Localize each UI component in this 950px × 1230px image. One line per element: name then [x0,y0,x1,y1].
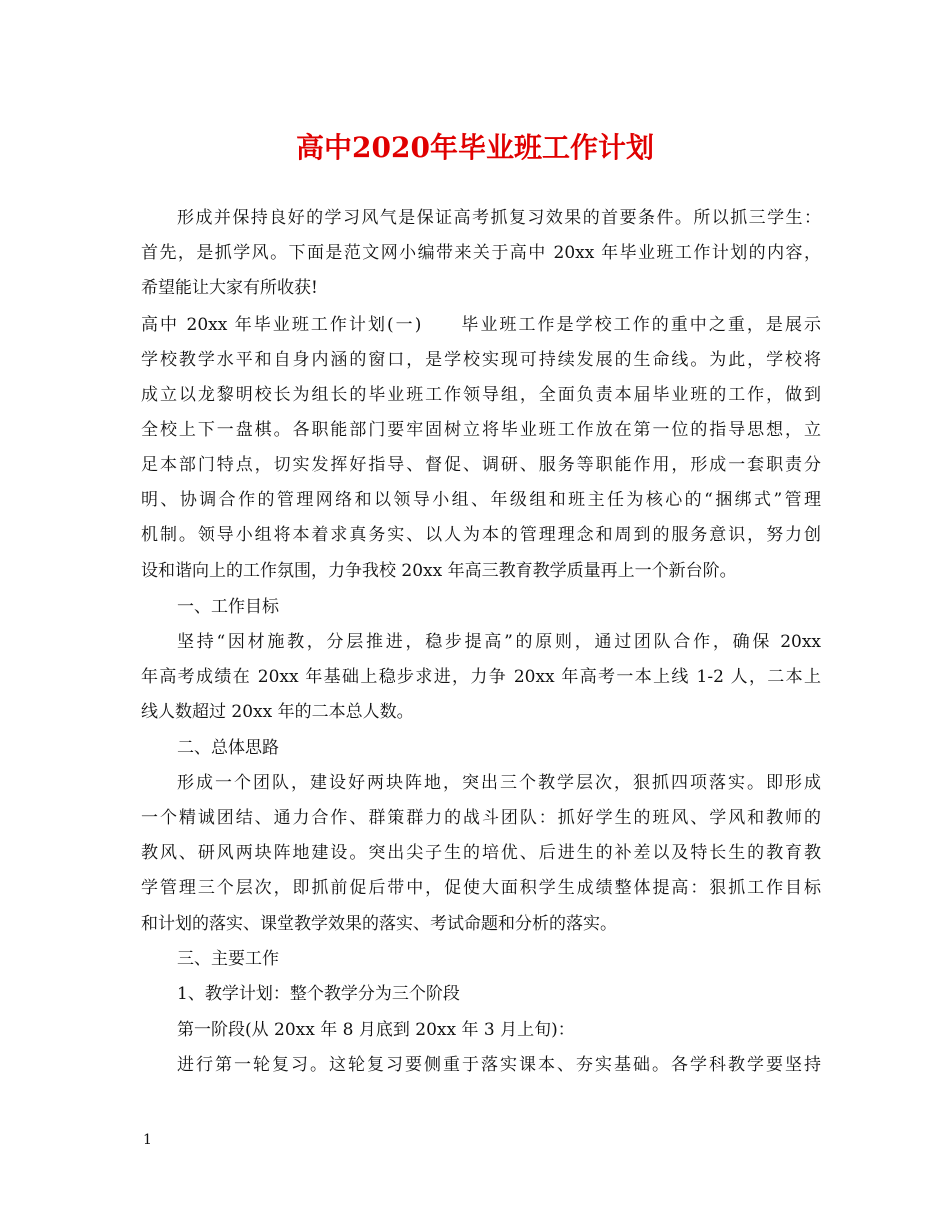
paragraph-line: 首先，是抓学风。下面是范文网小编带来关于高中 20xx 年毕业班工作计划的内容， [141,243,821,263]
paragraph-line: 进行第一轮复习。这轮复习要侧重于落实课本、夯实基础。各学科教学要坚持 [177,1055,821,1075]
paragraph-line: 学校教学水平和自身内涵的窗口，是学校实现可持续发展的生命线。为此，学校将 [141,350,821,370]
paragraph-line: 全校上下一盘棋。各职能部门要牢固树立将毕业班工作放在第一位的指导思想，立 [141,420,821,440]
paragraph-line: 学管理三个层次，即抓前促后带中，促使大面积学生成绩整体提高：狠抓工作目标 [141,878,821,898]
page-number: 1 [143,1132,152,1148]
paragraph-line: 希望能让大家有所收获! [141,278,318,298]
section-heading: 一、工作目标 [177,597,279,617]
paragraph-line: 形成并保持良好的学习风气是保证高考抓复习效果的首要条件。所以抓三学生： [177,208,821,228]
paragraph-line: 设和谐向上的工作氛围，力争我校 20xx 年高三教育教学质量再上一个新台阶。 [141,561,737,581]
paragraph-line: 一个精诚团结、通力合作、群策群力的战斗团队：抓好学生的班风、学风和教师的 [141,808,821,828]
paragraph-line: 线人数超过 20xx 年的二本总人数。 [141,702,414,722]
document-title: 高中2020年毕业班工作计划 [296,131,654,164]
section-heading: 三、主要工作 [177,949,279,969]
paragraph-line: 机制。领导小组将本着求真务实、以人为本的管理理念和周到的服务意识，努力创 [141,525,821,545]
paragraph-line: 足本部门特点，切实发挥好指导、督促、调研、服务等职能作用，形成一套职责分 [141,455,821,475]
paragraph-line: 坚持“因材施教，分层推进，稳步提高”的原则，通过团队合作，确保 20xx [177,632,821,652]
paragraph-line: 和计划的落实、课堂教学效果的落实、考试命题和分析的落实。 [141,914,617,934]
paragraph-line: 教风、研风两块阵地建设。突出尖子生的培优、后进生的补差以及特长生的教育教 [141,843,821,863]
paragraph-line: 高中 20xx 年毕业班工作计划(一) 毕业班工作是学校工作的重中之重，是展示 [141,315,821,335]
paragraph-line: 形成一个团队，建设好两块阵地，突出三个教学层次，狠抓四项落实。即形成 [177,773,821,793]
paragraph-line: 成立以龙黎明校长为组长的毕业班工作领导组，全面负责本届毕业班的工作，做到 [141,385,821,405]
subsection-heading: 1、教学计划：整个教学分为三个阶段 [177,984,460,1004]
paragraph-line: 明、协调合作的管理网络和以领导小组、年级组和班主任为核心的“捆绑式”管理 [141,490,821,510]
section-heading: 二、总体思路 [177,738,279,758]
paragraph-line: 第一阶段(从 20xx 年 8 月底到 20xx 年 3 月上旬)： [177,1020,575,1040]
paragraph-line: 年高考成绩在 20xx 年基础上稳步求进，力争 20xx 年高考一本上线 1-2 人，二本上 [141,667,821,687]
